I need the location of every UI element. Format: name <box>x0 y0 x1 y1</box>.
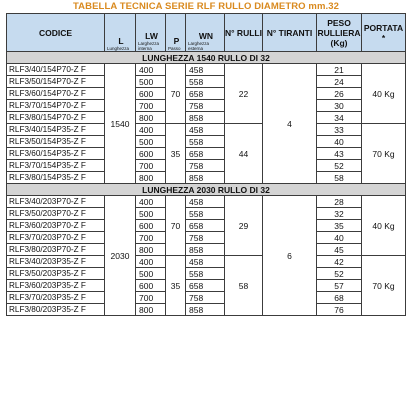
cell-lw: 600 <box>136 148 166 160</box>
table-row <box>7 280 406 292</box>
cell-p: 35 <box>166 256 186 316</box>
cell-peso: 24 <box>317 76 362 88</box>
cell-lw: 400 <box>136 124 166 136</box>
cell-codice: RLF3/50/203P70-Z F <box>7 208 105 220</box>
cell-peso: 58 <box>317 172 362 184</box>
cell-codice: RLF3/70/203P70-Z F <box>7 232 105 244</box>
header-portata: PORTATA * <box>362 14 406 52</box>
table-row <box>7 304 406 316</box>
table-row <box>7 256 406 268</box>
cell-peso: 30 <box>317 100 362 112</box>
cell-peso: 21 <box>317 64 362 76</box>
cell-lw: 700 <box>136 100 166 112</box>
cell-codice: RLF3/80/203P35-Z F <box>7 304 105 316</box>
cell-lw: 600 <box>136 220 166 232</box>
header-wn-label: WN <box>198 31 214 41</box>
cell-wn: 458 <box>186 196 225 208</box>
cell-codice: RLF3/50/203P35-Z F <box>7 268 105 280</box>
cell-wn: 458 <box>186 124 225 136</box>
cell-lw: 500 <box>136 268 166 280</box>
cell-wn: 758 <box>186 292 225 304</box>
cell-rulli: 22 <box>225 64 263 124</box>
cell-codice: RLF3/60/203P70-Z F <box>7 220 105 232</box>
cell-wn: 858 <box>186 244 225 256</box>
cell-lw: 400 <box>136 256 166 268</box>
table-body <box>7 52 406 316</box>
table-row <box>7 244 406 256</box>
table-row <box>7 268 406 280</box>
cell-wn: 658 <box>186 148 225 160</box>
table-row <box>7 136 406 148</box>
cell-codice: RLF3/40/154P35-Z F <box>7 124 105 136</box>
cell-peso: 57 <box>317 280 362 292</box>
table-row <box>7 76 406 88</box>
cell-lw: 700 <box>136 292 166 304</box>
cell-peso: 52 <box>317 160 362 172</box>
cell-lw: 800 <box>136 304 166 316</box>
cell-peso: 33 <box>317 124 362 136</box>
header-l-label: L <box>118 36 124 46</box>
cell-lw: 400 <box>136 196 166 208</box>
cell-wn: 858 <box>186 304 225 316</box>
cell-codice: RLF3/40/203P70-Z F <box>7 196 105 208</box>
cell-wn: 758 <box>186 100 225 112</box>
header-l-sub: Lunghezza <box>107 46 130 51</box>
cell-p: 70 <box>166 196 186 256</box>
cell-lw: 500 <box>136 208 166 220</box>
header-rulli: N° RULLI <box>225 14 263 52</box>
cell-portata: 40 Kg <box>362 64 406 124</box>
cell-peso: 26 <box>317 88 362 100</box>
section-header-row <box>7 52 406 64</box>
cell-lw: 600 <box>136 280 166 292</box>
cell-peso: 52 <box>317 268 362 280</box>
cell-codice: RLF3/70/154P70-Z F <box>7 100 105 112</box>
cell-wn: 458 <box>186 256 225 268</box>
cell-lw: 700 <box>136 160 166 172</box>
cell-codice: RLF3/80/203P70-Z F <box>7 244 105 256</box>
cell-wn: 658 <box>186 88 225 100</box>
table-row <box>7 112 406 124</box>
cell-wn: 758 <box>186 160 225 172</box>
table-row <box>7 160 406 172</box>
cell-lw: 700 <box>136 232 166 244</box>
cell-peso: 28 <box>317 196 362 208</box>
cell-tiranti: 6 <box>263 196 317 316</box>
cell-lw: 400 <box>136 64 166 76</box>
cell-lw: 500 <box>136 136 166 148</box>
header-p <box>166 14 186 52</box>
cell-lw: 800 <box>136 244 166 256</box>
cell-p: 70 <box>166 64 186 124</box>
cell-rulli: 44 <box>225 124 263 184</box>
cell-codice: RLF3/70/154P35-Z F <box>7 160 105 172</box>
section-title: LUNGHEZZA 1540 RULLO DI 32 <box>7 52 406 64</box>
cell-rulli: 29 <box>225 196 263 256</box>
cell-peso: 43 <box>317 148 362 160</box>
cell-peso: 32 <box>317 208 362 220</box>
cell-wn: 658 <box>186 280 225 292</box>
cell-wn: 558 <box>186 208 225 220</box>
table-row <box>7 100 406 112</box>
header-l <box>105 14 136 52</box>
table-row <box>7 88 406 100</box>
cell-portata: 70 Kg <box>362 256 406 316</box>
spec-table <box>6 13 406 316</box>
header-wn <box>186 14 225 52</box>
cell-codice: RLF3/60/154P70-Z F <box>7 88 105 100</box>
cell-codice: RLF3/50/154P70-Z F <box>7 76 105 88</box>
section-title: LUNGHEZZA 2030 RULLO DI 32 <box>7 184 406 196</box>
header-peso: PESO RULLIERA (Kg) <box>317 14 362 52</box>
header-row <box>7 14 406 52</box>
cell-codice: RLF3/40/154P70-Z F <box>7 64 105 76</box>
cell-codice: RLF3/50/154P35-Z F <box>7 136 105 148</box>
cell-codice: RLF3/80/154P35-Z F <box>7 172 105 184</box>
header-wn-sub: Larghezza esterna <box>188 41 210 51</box>
header-p-sub: Passo <box>168 46 181 51</box>
cell-p: 35 <box>166 124 186 184</box>
header-tiranti: N° TIRANTI <box>263 14 317 52</box>
cell-peso: 35 <box>317 220 362 232</box>
cell-codice: RLF3/70/203P35-Z F <box>7 292 105 304</box>
cell-peso: 40 <box>317 232 362 244</box>
cell-wn: 658 <box>186 220 225 232</box>
cell-l: 2030 <box>105 196 136 316</box>
cell-lw: 600 <box>136 88 166 100</box>
cell-wn: 558 <box>186 268 225 280</box>
cell-peso: 76 <box>317 304 362 316</box>
cell-wn: 858 <box>186 172 225 184</box>
cell-lw: 500 <box>136 76 166 88</box>
table-row <box>7 64 406 76</box>
header-lw <box>136 14 166 52</box>
cell-tiranti: 4 <box>263 64 317 184</box>
table-row <box>7 172 406 184</box>
cell-l: 1540 <box>105 64 136 184</box>
header-p-label: P <box>173 36 180 46</box>
cell-wn: 758 <box>186 232 225 244</box>
cell-codice: RLF3/40/203P35-Z F <box>7 256 105 268</box>
table-row <box>7 196 406 208</box>
cell-rulli: 58 <box>225 256 263 316</box>
cell-wn: 558 <box>186 136 225 148</box>
table-row <box>7 220 406 232</box>
header-lw-label: LW <box>145 31 158 41</box>
spec-sheet <box>6 0 406 316</box>
cell-peso: 68 <box>317 292 362 304</box>
cell-portata: 70 Kg <box>362 124 406 184</box>
cell-peso: 45 <box>317 244 362 256</box>
table-row <box>7 292 406 304</box>
table-title: TABELLA TECNICA SERIE RLF RULLO DIAMETRO mm.32 <box>72 1 340 12</box>
header-codice: CODICE <box>7 14 105 52</box>
cell-wn: 558 <box>186 76 225 88</box>
cell-wn: 858 <box>186 112 225 124</box>
cell-codice: RLF3/60/203P35-Z F <box>7 280 105 292</box>
table-row <box>7 124 406 136</box>
section-header-row <box>7 184 406 196</box>
cell-lw: 800 <box>136 172 166 184</box>
cell-peso: 42 <box>317 256 362 268</box>
table-row <box>7 148 406 160</box>
cell-codice: RLF3/60/154P35-Z F <box>7 148 105 160</box>
cell-peso: 40 <box>317 136 362 148</box>
table-row <box>7 208 406 220</box>
cell-lw: 800 <box>136 112 166 124</box>
table-row <box>7 232 406 244</box>
cell-portata: 40 Kg <box>362 196 406 256</box>
cell-codice: RLF3/80/154P70-Z F <box>7 112 105 124</box>
cell-wn: 458 <box>186 64 225 76</box>
cell-peso: 34 <box>317 112 362 124</box>
header-lw-sub: Larghezza interna <box>138 41 160 51</box>
